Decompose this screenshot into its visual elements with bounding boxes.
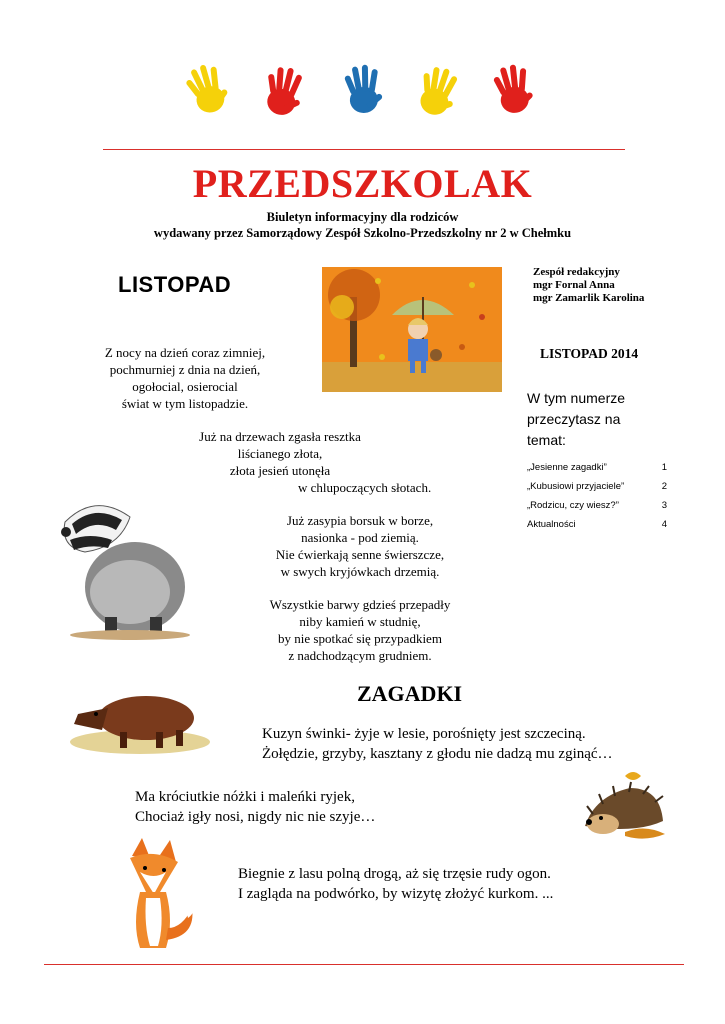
poem-stanza [255, 512, 465, 580]
editorial-member: mgr Fornal Anna [533, 279, 615, 291]
hedgehog-illustration [575, 766, 670, 846]
fox-illustration [110, 836, 200, 956]
toc-item-title: „Jesienne zagadki” [527, 462, 607, 473]
poem-line: świat w tym listopadzie. [121, 396, 249, 411]
toc-item [527, 500, 667, 519]
newsletter-title: PRZEDSZKOLAK [192, 161, 533, 206]
poem-stanza [80, 344, 290, 412]
riddles-heading: ZAGADKI [357, 681, 463, 706]
toc-item-page: 3 [661, 500, 667, 511]
toc-item-title: „Rodzicu, czy wiesz?” [527, 500, 619, 511]
toc-item [527, 519, 667, 538]
handprints-logo [175, 52, 555, 132]
editorial-team [533, 266, 644, 305]
toc-item-page: 1 [661, 462, 667, 473]
autumn-girl-illustration [322, 267, 502, 392]
toc-item-title: Aktualności [527, 519, 576, 530]
contents-intro-line: W tym numerze [527, 390, 626, 406]
poem-stanza [255, 596, 465, 664]
riddle-boar [262, 724, 613, 764]
red-hand-icon [491, 62, 536, 116]
poem-line: w swych kryjówkach drzemią. [280, 564, 440, 579]
poem-line: nasionka - pod ziemią. [301, 530, 419, 545]
newsletter-subtitle: Biuletyn informacyjny dla rodziców [266, 210, 459, 224]
riddle-line: Chociaż igły nosi, nigdy nic nie szyje… [135, 809, 376, 825]
poem-line: ogołocial, osierocial [132, 379, 238, 394]
boar-illustration [68, 680, 213, 760]
poem-line: złota jesień utonęła [229, 463, 331, 478]
toc-item-title: „Kubusiowi przyjaciele” [527, 481, 625, 492]
riddle-hedgehog [135, 787, 375, 827]
poem-line: by nie spotkać się przypadkiem [278, 631, 442, 646]
badger-illustration [50, 492, 195, 642]
riddle-line: Ma króciutkie nóżki i maleńki ryjek, [135, 789, 355, 805]
toc-item-page: 2 [661, 481, 667, 492]
poem-line: z nadchodzącym grudniem. [288, 648, 432, 663]
issue-month: LISTOPAD 2014 [540, 346, 639, 361]
yellow-hand-icon [414, 63, 463, 119]
header-rule [103, 149, 625, 150]
poem-line: Już na drzewach zgasła resztka [199, 429, 361, 444]
newsletter-publisher: wydawany przez Samorządowy Zespół Szkolno-Przedszkolny nr 2 w Chełmku [153, 226, 572, 240]
red-hand-icon [261, 64, 306, 118]
poem-line: pochmurniej z dnia na dzień, [109, 362, 261, 377]
poem-line: Z nocy na dzień coraz zimniej, [104, 345, 266, 360]
blue-hand-icon [343, 63, 385, 114]
toc-item [527, 462, 667, 481]
toc-item-page: 4 [661, 519, 667, 530]
poem-line: w chlupoczących słotach. [298, 480, 432, 495]
table-of-contents [527, 462, 667, 538]
riddle-line: Biegnie z lasu polną drogą, aż się trzęsie rudy ogon. [238, 866, 551, 882]
contents-intro-line: temat: [527, 432, 566, 448]
riddle-line: Kuzyn świnki- żyje w lesie, porośnięty jest szczeciną. [262, 726, 586, 742]
poem-line: Już zasypia borsuk w borze, [286, 513, 434, 528]
toc-item [527, 481, 667, 500]
contents-intro [527, 388, 687, 451]
editorial-team-label: Zespół redakcyjny [533, 266, 620, 278]
poem-line: Nie ćwierkają senne świerszcze, [275, 547, 445, 562]
poem-line: Wszystkie barwy gdzieś przepadły [269, 597, 451, 612]
editorial-member: mgr Zamarlik Karolina [533, 292, 645, 304]
poem-line: liścianego złota, [237, 446, 323, 461]
month-heading: LISTOPAD [118, 272, 232, 297]
poem-stanza [180, 428, 432, 496]
footer-rule [44, 964, 684, 965]
poem-line: niby kamień w studnię, [299, 614, 421, 629]
riddle-line: Żołędzie, grzyby, kasztany z głodu nie dadzą mu zginąć… [262, 746, 613, 762]
riddle-line: I zagląda na podwórko, by wizytę złożyć kurkom. ... [238, 886, 554, 902]
yellow-hand-icon [182, 60, 234, 118]
contents-intro-line: przeczytasz na [527, 411, 621, 427]
riddle-fox [238, 864, 553, 904]
